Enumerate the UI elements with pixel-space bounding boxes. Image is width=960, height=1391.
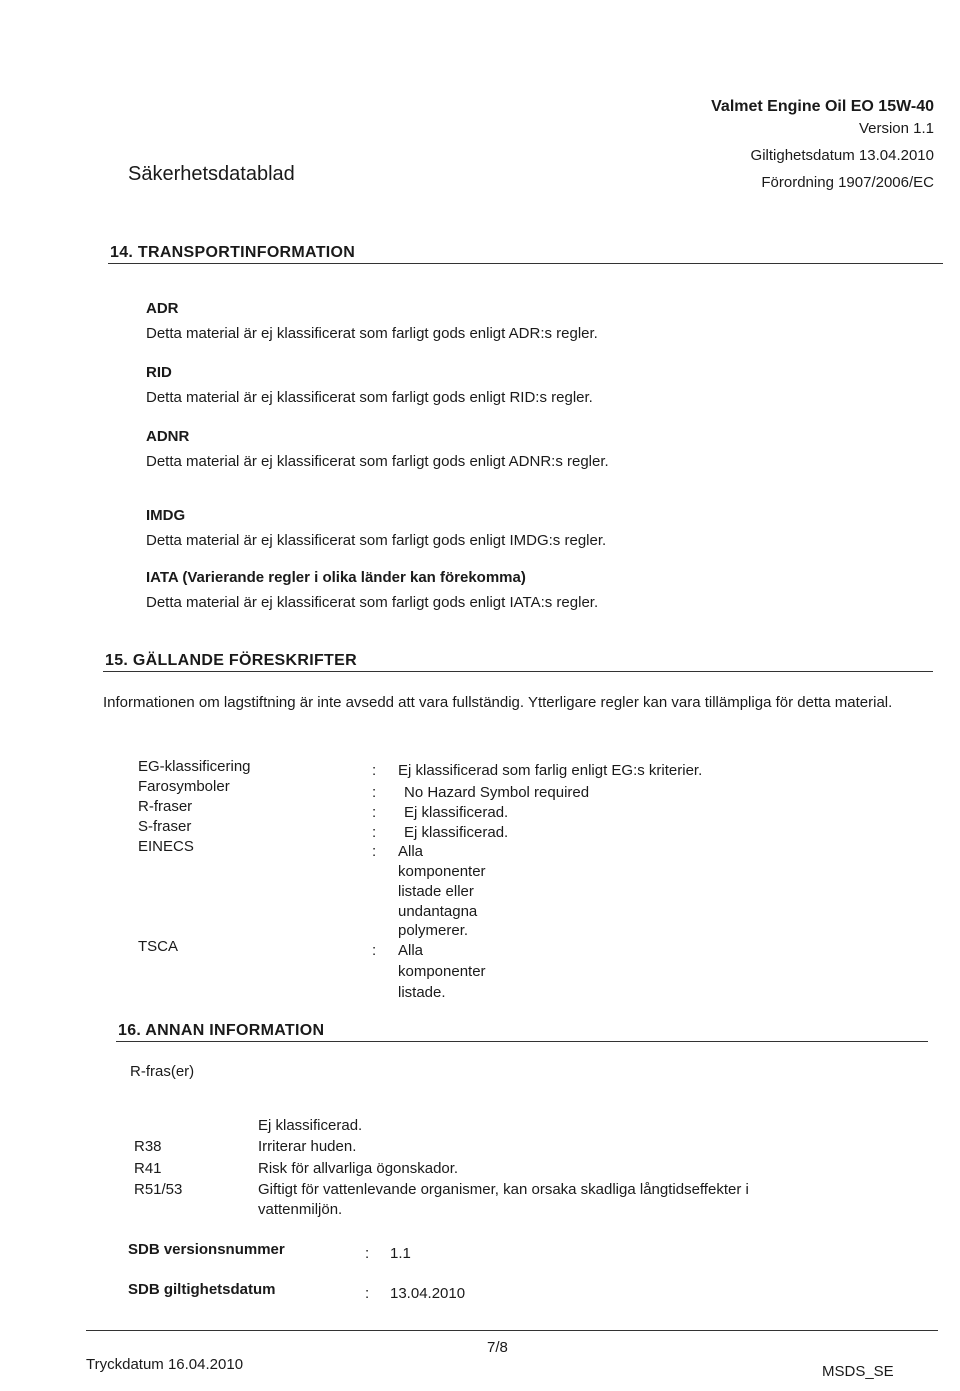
reg-value-tsca-line3: listade.: [398, 984, 446, 1001]
rphrase-text: Risk för allvarliga ögonskador.: [258, 1160, 459, 1177]
validity-date: Giltighetsdatum 13.04.2010: [750, 147, 934, 164]
sdb-version-colon: :: [365, 1245, 370, 1262]
reg-label-tsca: TSCA: [138, 938, 179, 955]
reg-colon: :: [372, 762, 377, 779]
section-14-rule: [108, 263, 943, 264]
rphrases-intro: Ej klassificerad.: [258, 1117, 363, 1134]
reg-value-tsca-line1: Alla: [398, 942, 424, 959]
reg-label-rfraser: R-fraser: [138, 798, 193, 815]
page-number: 7/8: [487, 1339, 508, 1356]
rphrases-label: R-fras(er): [130, 1063, 195, 1080]
rphrase-code: R38: [134, 1138, 162, 1155]
sdb-valid-colon: :: [365, 1285, 370, 1302]
reg-value-eg: Ej klassificerad som farlig enligt EG:s kriterier.: [398, 762, 703, 779]
reg-value-einecs-line1: Alla: [398, 843, 424, 860]
rid-label: RID: [146, 364, 172, 381]
reg-colon: :: [372, 824, 377, 841]
section-15-intro: Informationen om lagstiftning är inte avsedd att vara fullständig. Ytterligare regler kan vara tillämpliga för detta material.: [103, 694, 893, 711]
reg-colon: :: [372, 942, 377, 959]
section-16-heading: 16. ANNAN INFORMATION: [118, 1022, 325, 1039]
rphrase-text: Irriterar huden.: [258, 1138, 357, 1155]
sdb-version-value: 1.1: [390, 1245, 411, 1262]
product-name: Valmet Engine Oil EO 15W-40: [711, 98, 934, 115]
reg-label-farosymboler: Farosymboler: [138, 778, 230, 795]
rphrase-text-continued: vattenmiljön.: [258, 1201, 343, 1218]
reg-value-sfraser: Ej klassificerad.: [404, 824, 509, 841]
adnr-label: ADNR: [146, 428, 190, 445]
reg-colon: :: [372, 784, 377, 801]
reg-colon: :: [372, 804, 377, 821]
rphrase-code: R51/53: [134, 1181, 183, 1198]
adr-label: ADR: [146, 300, 179, 317]
rphrase-code: R41: [134, 1160, 162, 1177]
rid-text: Detta material är ej klassificerat som farligt gods enligt RID:s regler.: [146, 389, 593, 406]
document-title: Säkerhetsdatablad: [128, 163, 295, 185]
iata-label: IATA (Varierande regler i olika länder kan förekomma): [146, 569, 526, 586]
sdb-valid-value: 13.04.2010: [390, 1285, 466, 1302]
reg-value-tsca-line2: komponenter: [398, 963, 486, 980]
reg-value-einecs-line4: undantagna: [398, 903, 478, 920]
reg-value-rfraser: Ej klassificerad.: [404, 804, 509, 821]
reg-value-einecs-line5: polymerer.: [398, 922, 469, 939]
version-label: Version 1.1: [858, 120, 934, 137]
section-15-rule: [103, 671, 933, 672]
reg-value-einecs-line3: listade eller: [398, 883, 474, 900]
section-15-heading: 15. GÄLLANDE FÖRESKRIFTER: [105, 652, 357, 669]
reg-label-einecs: EINECS: [138, 838, 194, 855]
reg-label-eg: EG-klassificering: [138, 758, 251, 775]
sdb-valid-label: SDB giltighetsdatum: [128, 1281, 276, 1298]
document-code: MSDS_SE: [822, 1363, 894, 1380]
imdg-label: IMDG: [146, 507, 186, 524]
imdg-text: Detta material är ej klassificerat som farligt gods enligt IMDG:s regler.: [146, 532, 607, 549]
section-16-rule: [116, 1041, 928, 1042]
reg-colon: :: [372, 843, 377, 860]
section-14-heading: 14. TRANSPORTINFORMATION: [110, 244, 356, 261]
reg-value-einecs-line2: komponenter: [398, 863, 486, 880]
regulation-label: Förordning 1907/2006/EC: [761, 174, 934, 191]
sdb-version-label: SDB versionsnummer: [128, 1241, 285, 1258]
reg-value-farosymboler: No Hazard Symbol required: [404, 784, 590, 801]
iata-text: Detta material är ej klassificerat som farligt gods enligt IATA:s regler.: [146, 594, 599, 611]
print-date: Tryckdatum 16.04.2010: [86, 1356, 244, 1373]
footer-rule: [86, 1330, 938, 1331]
adr-text: Detta material är ej klassificerat som farligt gods enligt ADR:s regler.: [146, 325, 598, 342]
reg-label-sfraser: S-fraser: [138, 818, 192, 835]
rphrase-text: Giftigt för vattenlevande organismer, kan orsaka skadliga långtidseffekter i: [258, 1181, 749, 1198]
adnr-text: Detta material är ej klassificerat som farligt gods enligt ADNR:s regler.: [146, 453, 609, 470]
